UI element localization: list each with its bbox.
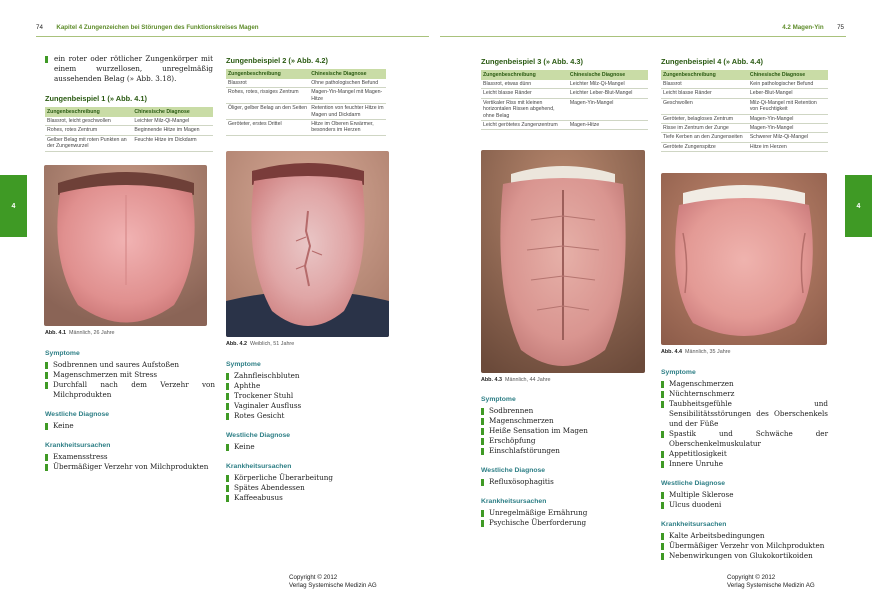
list-item-text: Spastik und Schwäche der Oberschenkelmuskulatur [669, 429, 828, 448]
right-page-number: 75 [837, 24, 844, 31]
table-row [45, 135, 213, 151]
list-item [45, 421, 215, 431]
figure-caption-4-4 [661, 349, 731, 355]
list-item [661, 379, 828, 389]
bullet-icon [226, 403, 229, 410]
diagnosis-table [661, 70, 828, 152]
figure-label: Abb. [661, 349, 673, 355]
right-running-header [782, 24, 844, 31]
symptoms-list [226, 371, 391, 421]
cell-diagnosis: Feuchte Hitze im Dickdarm [132, 135, 213, 151]
list-item [45, 370, 215, 380]
list-item-text: Multiple Sklerose [669, 490, 734, 499]
table-row [226, 120, 386, 136]
cell-diagnosis: Retention von feuchter Hitze im Magen und Dickdarm [309, 104, 386, 120]
example-3-column [481, 57, 648, 130]
bullet-icon [45, 382, 48, 389]
list-item [45, 462, 215, 472]
list-item-text: Keine [53, 421, 74, 430]
example-title: Zungenbeispiel 4 (» Abb. 4.4) [661, 57, 763, 66]
bullet-icon [45, 362, 48, 369]
cell-diagnosis: Kein pathologischer Befund [748, 80, 828, 89]
bullet-icon [226, 485, 229, 492]
intro-paragraph [45, 54, 213, 84]
list-item [481, 406, 651, 416]
list-item [661, 541, 828, 551]
symptoms-heading: Symptome [45, 350, 80, 357]
cell-diagnosis: Milz-Qi-Mangel mit Retention von Feuchtigkeit [748, 98, 828, 114]
col-header-description: Zungenbeschreibung [226, 69, 309, 79]
list-item-text: Übermäßiger Verzehr von Milchprodukten [53, 462, 209, 471]
list-item-text: Spätes Abendessen [234, 483, 305, 492]
cell-description: Vertikaler Riss mit kleinen horizontalen Rissen abgehend, ohne Belag [481, 98, 568, 120]
list-item-text: Heiße Sensation im Magen [489, 426, 588, 435]
list-item-text: Examensstress [53, 452, 108, 461]
list-item-text: Nüchternschmerz [669, 389, 735, 398]
copyright-line: Copyright © 2012 [727, 574, 776, 581]
bullet-icon [661, 451, 664, 458]
figure-label: Abb. [45, 330, 57, 336]
list-item [481, 416, 651, 426]
bullet-icon [481, 448, 484, 455]
figure-caption-text: Männlich, 35 Jahre [684, 349, 731, 355]
symptoms-list [45, 360, 215, 400]
cell-description: Öliger, gelber Belag an den Seiten [226, 104, 309, 120]
cell-diagnosis: Leichter Milz-Qi-Mangel [568, 80, 648, 89]
table-row [661, 89, 828, 98]
section-title: 4.2 Magen-Yin [782, 24, 824, 31]
bullet-icon [661, 401, 664, 408]
col-header-diagnosis: Chinesische Diagnose [132, 107, 213, 117]
table-row [226, 79, 386, 88]
list-item-text: Erschöpfung [489, 436, 536, 445]
example-4-column [661, 57, 828, 152]
figure-number: 4.4 [674, 349, 682, 355]
figure-number: 4.3 [494, 377, 502, 383]
western-diagnosis-heading: Westliche Diagnose [481, 467, 546, 474]
bullet-icon [226, 383, 229, 390]
cell-diagnosis: Leber-Blut-Mangel [748, 89, 828, 98]
symptoms-heading: Symptome [481, 396, 516, 403]
bullet-icon [481, 510, 484, 517]
example-3-sections [481, 385, 651, 528]
list-item [226, 401, 391, 411]
chapter-label: Kapitel 4 [56, 24, 83, 31]
figure-caption-4-2 [226, 341, 294, 347]
list-item [45, 380, 215, 400]
list-item [661, 459, 828, 469]
western-diagnosis-list [481, 477, 651, 487]
table-row [661, 142, 828, 151]
left-running-header [36, 24, 259, 31]
copyright-line: Copyright © 2012 [289, 574, 338, 581]
cell-diagnosis: Hitze im Herzen [748, 142, 828, 151]
cell-diagnosis: Leichter Milz-Qi-Mangel [132, 117, 213, 126]
list-item-text: Durchfall nach dem Verzehr von Milchprodukten [53, 380, 215, 399]
list-item-text: Kaffeeabusus [234, 493, 283, 502]
list-item-text: Magenschmerzen [489, 416, 554, 425]
bullet-icon [45, 56, 48, 63]
cell-diagnosis: Ohne pathologischen Befund [309, 79, 386, 88]
western-diagnosis-list [661, 490, 828, 510]
bullet-icon [226, 413, 229, 420]
cell-diagnosis: Magen-Yin-Mangel [748, 114, 828, 123]
symptoms-list [481, 406, 651, 456]
list-item-text: Sodbrennen und saures Aufstoßen [53, 360, 180, 369]
bullet-icon [226, 444, 229, 451]
western-diagnosis-heading: Westliche Diagnose [226, 432, 291, 439]
western-diagnosis-list [226, 442, 391, 452]
list-item [661, 399, 828, 429]
table-row [661, 114, 828, 123]
list-item [45, 452, 215, 462]
diagnosis-table [481, 70, 648, 130]
col-header-description: Zungenbeschreibung [481, 70, 568, 80]
example-4-sections [661, 358, 828, 561]
bullet-icon [661, 533, 664, 540]
list-item [661, 490, 828, 500]
list-item [481, 518, 651, 528]
bullet-icon [45, 372, 48, 379]
cell-description: Gerötete Zungenspitze [661, 142, 748, 151]
table-row [481, 121, 648, 130]
cell-description: Rohes, rotes, rissiges Zentrum [226, 88, 309, 104]
publisher-line: Verlag Systemische Medizin AG [727, 582, 815, 589]
list-item [481, 508, 651, 518]
tongue-photo-4-2 [226, 151, 389, 337]
cell-description: Blassrot [226, 79, 309, 88]
bullet-icon [481, 428, 484, 435]
table-row [661, 133, 828, 142]
table-header-row [226, 69, 386, 79]
cell-diagnosis: Leichter Leber-Blut-Mangel [568, 89, 648, 98]
list-item-text: Magenschmerzen [669, 379, 734, 388]
list-item [481, 426, 651, 436]
table-row [45, 117, 213, 126]
list-item-text: Zahnfleischbluten [234, 371, 300, 380]
list-item-text: Übermäßiger Verzehr von Milchprodukten [669, 541, 825, 550]
cell-diagnosis: Schwerer Milz-Qi-Mangel [748, 133, 828, 142]
cell-description: Leicht blasse Ränder [661, 89, 748, 98]
list-item-text: Nebenwirkungen von Glukokortikoiden [669, 551, 813, 560]
chapter-side-tab-right: 4 [845, 175, 872, 237]
example-2-column [226, 56, 386, 136]
col-header-description: Zungenbeschreibung [45, 107, 132, 117]
list-item [481, 477, 651, 487]
copyright-left [289, 574, 377, 590]
table-header-row [481, 70, 648, 80]
bullet-icon [226, 475, 229, 482]
table-row [481, 89, 648, 98]
intro-text: ein roter oder rötlicher Zungenkörper mit einem wurzellosen, unregelmäßig aussehenden Belag (» Abb. 3.18). [54, 54, 213, 83]
list-item-text: Psychische Überforderung [489, 518, 587, 527]
list-item-text: Unregelmäßige Ernährung [489, 508, 588, 517]
cell-description: Geröteter, erstes Drittel [226, 120, 309, 136]
table-header-row [45, 107, 213, 117]
list-item-text: Trockener Stuhl [234, 391, 294, 400]
list-item [226, 473, 391, 483]
list-item-text: Ulcus duodeni [669, 500, 722, 509]
cell-description: Tiefe Kerben an den Zungenseiten [661, 133, 748, 142]
diagnosis-table [45, 107, 213, 152]
cell-description: Risse im Zentrum der Zunge [661, 124, 748, 133]
chapter-side-tab-left: 4 [0, 175, 27, 237]
cell-diagnosis: Magen-Hitze [568, 121, 648, 130]
causes-list [661, 531, 828, 561]
table-row [661, 124, 828, 133]
list-item [661, 449, 828, 459]
figure-label: Abb. [481, 377, 493, 383]
list-item [661, 389, 828, 399]
list-item-text: Keine [234, 442, 255, 451]
list-item-text: Kalte Arbeitsbedingungen [669, 531, 765, 540]
bullet-icon [45, 423, 48, 430]
list-item [226, 381, 391, 391]
cell-description: Geschwollen [661, 98, 748, 114]
list-item [226, 483, 391, 493]
list-item-text: Körperliche Überarbeitung [234, 473, 333, 482]
example-2-sections [226, 350, 391, 503]
tongue-photo-4-4 [661, 173, 827, 345]
list-item-text: Rotes Gesicht [234, 411, 285, 420]
causes-list [45, 452, 215, 472]
figure-caption-text: Weiblich, 51 Jahre [249, 341, 295, 347]
table-row [45, 126, 213, 135]
tongue-photo-4-3 [481, 150, 645, 373]
cell-description: Leicht gerötetes Zungenzentrum [481, 121, 568, 130]
list-item [226, 391, 391, 401]
western-diagnosis-list [45, 421, 215, 431]
figure-number: 4.2 [239, 341, 247, 347]
bullet-icon [481, 479, 484, 486]
col-header-description: Zungenbeschreibung [661, 70, 748, 80]
cell-diagnosis: Hitze im Oberen Erwärmer, besonders im Herzen [309, 120, 386, 136]
symptoms-heading: Symptome [226, 361, 261, 368]
cell-description: Leicht blasse Ränder [481, 89, 568, 98]
col-header-diagnosis: Chinesische Diagnose [748, 70, 828, 80]
example-title: Zungenbeispiel 2 (» Abb. 4.2) [226, 56, 328, 65]
table-header-row [661, 70, 828, 80]
list-item-text: Refluxösophagitis [489, 477, 554, 486]
cell-diagnosis: Magen-Yin-Mangel [568, 98, 648, 120]
bullet-icon [661, 431, 664, 438]
list-item-text: Taubheitsgefühle und Sensibilitätsstörungen des Oberschenkels und der Füße [669, 399, 828, 428]
left-page-number: 74 [36, 24, 43, 31]
figure-caption-text: Männlich, 26 Jahre [68, 330, 115, 336]
figure-label: Abb. [226, 341, 238, 347]
list-item [661, 429, 828, 449]
causes-heading: Krankheitsursachen [45, 442, 111, 449]
list-item-text: Aphthe [234, 381, 261, 390]
cell-diagnosis: Beginnende Hitze im Magen [132, 126, 213, 135]
causes-heading: Krankheitsursachen [481, 498, 547, 505]
list-item [226, 493, 391, 503]
causes-list [226, 473, 391, 503]
list-item [661, 551, 828, 561]
bullet-icon [226, 373, 229, 380]
bullet-icon [661, 461, 664, 468]
header-rule-right [440, 36, 846, 37]
causes-heading: Krankheitsursachen [226, 463, 292, 470]
table-row [226, 88, 386, 104]
list-item [226, 442, 391, 452]
list-item-text: Sodbrennen [489, 406, 534, 415]
list-item [661, 500, 828, 510]
bullet-icon [226, 495, 229, 502]
figure-caption-text: Männlich, 44 Jahre [504, 377, 551, 383]
bullet-icon [45, 454, 48, 461]
chapter-title: Zungenzeichen bei Störungen des Funktionskreises Magen [83, 24, 259, 31]
table-row [481, 80, 648, 89]
figure-number: 4.1 [58, 330, 66, 336]
bullet-icon [661, 543, 664, 550]
cell-description: Rohes, rotes Zentrum [45, 126, 132, 135]
table-row [661, 98, 828, 114]
cell-description: Gelber Belag mit roten Punkten an der Zungenwurzel [45, 135, 132, 151]
tongue-photo-4-1 [44, 165, 207, 326]
list-item [45, 360, 215, 370]
bullet-icon [481, 408, 484, 415]
publisher-line: Verlag Systemische Medizin AG [289, 582, 377, 589]
bullet-icon [45, 464, 48, 471]
list-item-text: Vaginaler Ausfluss [234, 401, 302, 410]
list-item-text: Magenschmerzen mit Stress [53, 370, 158, 379]
header-rule-left [36, 36, 429, 37]
cell-diagnosis: Magen-Yin-Mangel [748, 124, 828, 133]
example-1-sections [45, 339, 215, 472]
diagnosis-table [226, 69, 386, 136]
cell-diagnosis: Magen-Yin-Mangel mit Magen-Hitze [309, 88, 386, 104]
table-row [661, 80, 828, 89]
col-header-diagnosis: Chinesische Diagnose [309, 69, 386, 79]
bullet-icon [481, 438, 484, 445]
list-item-text: Appetitlosigkeit [669, 449, 727, 458]
cell-description: Blassrot [661, 80, 748, 89]
bullet-icon [661, 553, 664, 560]
causes-heading: Krankheitsursachen [661, 521, 727, 528]
copyright-right [727, 574, 815, 590]
list-item [226, 371, 391, 381]
cell-description: Blassrot, etwas dünn [481, 80, 568, 89]
symptoms-heading: Symptome [661, 369, 696, 376]
bullet-icon [661, 492, 664, 499]
bullet-icon [661, 381, 664, 388]
western-diagnosis-heading: Westliche Diagnose [45, 411, 110, 418]
cell-description: Geröteter, belagloses Zentrum [661, 114, 748, 123]
western-diagnosis-heading: Westliche Diagnose [661, 480, 726, 487]
example-title: Zungenbeispiel 3 (» Abb. 4.3) [481, 57, 583, 66]
col-header-diagnosis: Chinesische Diagnose [568, 70, 648, 80]
bullet-icon [226, 393, 229, 400]
bullet-icon [481, 520, 484, 527]
example-title: Zungenbeispiel 1 (» Abb. 4.1) [45, 94, 147, 103]
list-item-text: Einschlafstörungen [489, 446, 560, 455]
list-item [481, 446, 651, 456]
table-row [226, 104, 386, 120]
symptoms-list [661, 379, 828, 469]
cell-description: Blassrot, leicht geschwollen [45, 117, 132, 126]
figure-caption-4-3 [481, 377, 551, 383]
table-row [481, 98, 648, 120]
list-item [481, 436, 651, 446]
bullet-icon [661, 502, 664, 509]
list-item [226, 411, 391, 421]
figure-caption-4-1 [45, 330, 115, 336]
list-item [661, 531, 828, 541]
list-item-text: Innere Unruhe [669, 459, 723, 468]
example-1-column [45, 54, 213, 152]
causes-list [481, 508, 651, 528]
bullet-icon [481, 418, 484, 425]
bullet-icon [661, 391, 664, 398]
